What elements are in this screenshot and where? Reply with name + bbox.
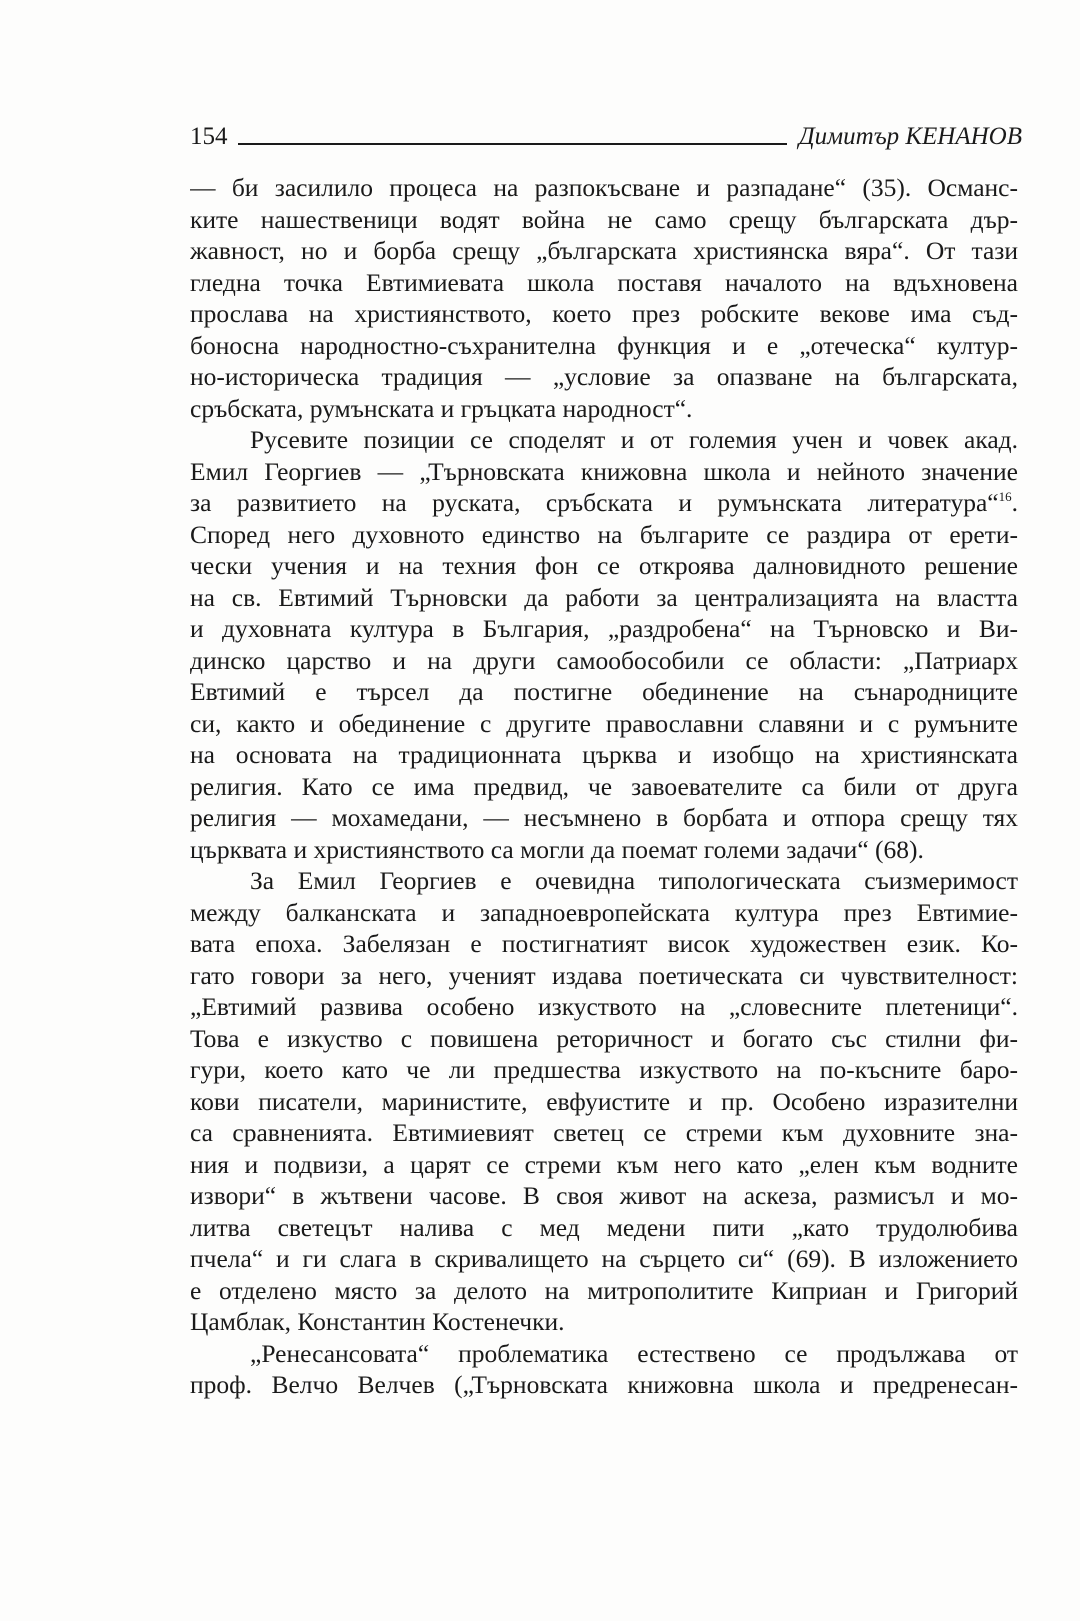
text-line: извори“ в жътвени часове. В своя живот на аскеза, размисъл и мо-	[190, 1181, 1018, 1210]
text-line: е отделено място за делото на митрополитите Киприан и Григорий	[190, 1275, 1018, 1305]
text-line: литва светецът налива с мед медени пити „като трудолюбива	[190, 1212, 1018, 1242]
text-line: кови писатели, маринистите, евфуистите и пр. Особено изразителни	[190, 1086, 1018, 1116]
text-line: динско царство и на други самообособили се области: „Патриарх	[190, 645, 1018, 675]
text-line: сръбската, румънската и гръцката народност“.	[190, 393, 693, 423]
text-line: религия — мохамедани, — несъмнено в борбата и отпора срещу тях	[190, 803, 1018, 832]
text-line: ния и подвизи, а царят се стреми към него като „елен към водните	[190, 1149, 1018, 1179]
footnote-marker: 16	[998, 489, 1012, 504]
paragraph	[190, 172, 1018, 424]
text-line: Това е изкуство с повишена реторичност и богато със стилни фи-	[190, 1023, 1018, 1053]
text-line: „Ренесансовата“ проблематика естествено се продължава от	[250, 1338, 1018, 1368]
text-line: гато говори за него, ученият издава поетическата си чувствителност:	[190, 960, 1018, 990]
text-line: гури, което като че ли предшества изкуството на по-късните баро-	[190, 1055, 1018, 1084]
text-line: но-историческа традиция — „условие за опазване на българската,	[190, 362, 1018, 391]
text-line: „Евтимий развива особено изкуството на „словесните плетеници“.	[190, 992, 1018, 1021]
text-line: на основата на традиционната църква и изобщо на християнската	[190, 740, 1018, 769]
text-line: боносна народностно-съхранителна функция и е „отеческа“ култур-	[190, 330, 1018, 360]
text-line: Цамблак, Константин Костенечки.	[190, 1307, 565, 1336]
text-line: църквата и християнството са могли да поемат големи задачи“ (68).	[190, 834, 924, 864]
text-line: жавност, но и борба срещу „българската християнска вяра“. От тази	[190, 236, 1018, 265]
text-line: и духовната култура в България, „раздробена“ на Търновско и Ви-	[190, 614, 1018, 643]
text-line: За Емил Георгиев е очевидна типологическата съизмеримост	[250, 866, 1018, 895]
paragraph	[190, 424, 1018, 865]
text-line: Според него духовното единство на българите се раздира от ерети-	[190, 519, 1018, 549]
text-line: пчела“ и ги слага в скривалището на сърцето си“ (69). В изложението	[190, 1244, 1018, 1273]
text-line: между балканската и западноевропейската култура през Евтимие-	[190, 897, 1018, 927]
body-text	[190, 172, 1018, 1401]
header-rule	[238, 143, 787, 145]
text-line: са сравненията. Евтимиевият светец се стреми към духовните зна-	[190, 1118, 1018, 1147]
text-line: вата епоха. Забелязан е постигнатият висок художествен език. Ко-	[190, 929, 1018, 958]
running-header	[190, 116, 1022, 152]
text-line: проф. Велчо Велчев („Търновската книжовна школа и предренесан-	[190, 1370, 1018, 1399]
page-number: 154	[190, 123, 228, 150]
paragraph	[190, 865, 1018, 1338]
text-line: религия. Като се има предвид, че завоевателите са били от друга	[190, 771, 1018, 801]
text-line: Евтимий е търсел да постигне обединение на сънародниците	[190, 677, 1018, 706]
text-line: си, както и обединение с другите православни славяни и с румъните	[190, 708, 1018, 738]
text-line: прослава на християнството, което през робските векове има съд-	[190, 299, 1018, 328]
running-head-author: Димитър КЕНАНОВ	[798, 123, 1022, 150]
text-line: на св. Евтимий Търновски да работи за централизацията на властта	[190, 582, 1018, 612]
text-line: ките нашественици водят война не само срещу българската дър-	[190, 204, 1018, 234]
text-line: Емил Георгиев — „Търновската книжовна школа и нейното значение	[190, 456, 1018, 486]
text-line: чески учения и на техния фон се откроява далновидното решение	[190, 551, 1018, 580]
text-line: — би засилило процеса на разпокъсване и разпадане“ (35). Османс-	[190, 173, 1018, 202]
text-line: гледна точка Евтимиевата школа поставя началото на вдъхновена	[190, 267, 1018, 297]
text-line: за развитието на руската, сръбската и румънската литература“$^{16}$.	[190, 488, 1018, 517]
text-line: Русевите позиции се споделят и от големия учен и човек акад.	[250, 425, 1018, 454]
paragraph	[190, 1338, 1018, 1401]
